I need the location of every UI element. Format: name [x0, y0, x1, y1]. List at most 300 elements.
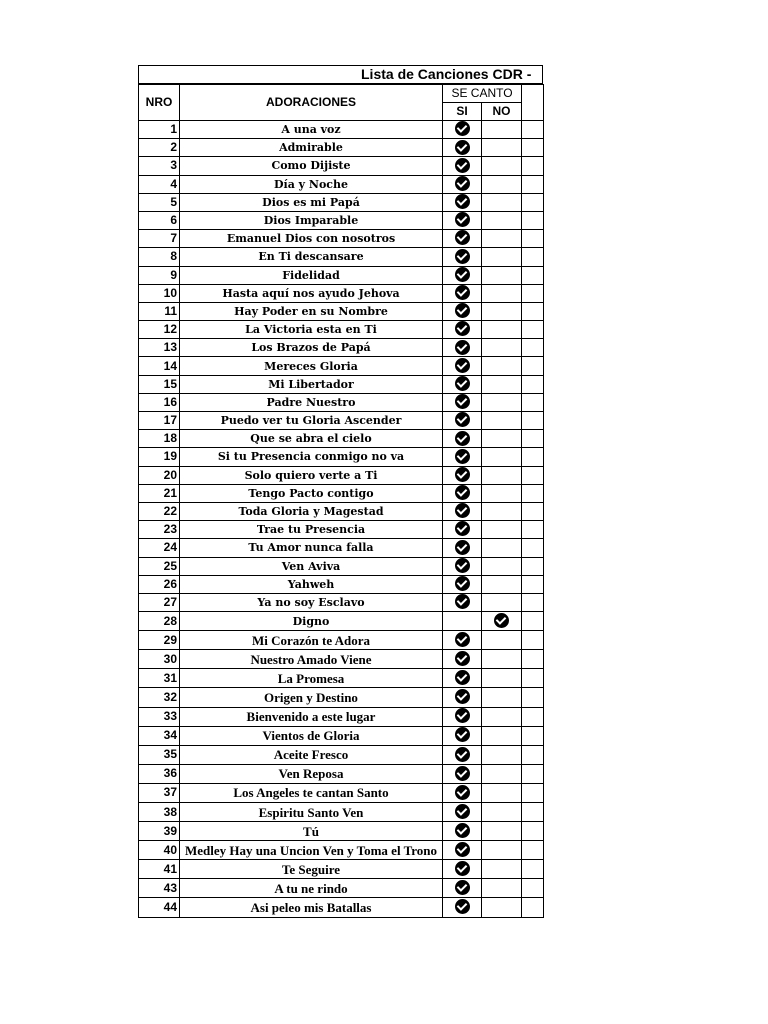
- table-row: [139, 879, 544, 898]
- row-number[interactable]: 2: [139, 139, 180, 157]
- song-name[interactable]: Emanuel Dios con nosotros: [180, 230, 443, 248]
- extra-cell[interactable]: [522, 448, 544, 466]
- si-cell[interactable]: [443, 193, 482, 211]
- row-number[interactable]: 10: [139, 284, 180, 302]
- si-cell[interactable]: [443, 726, 482, 745]
- no-cell[interactable]: [482, 211, 522, 229]
- check-circle-icon: [455, 321, 470, 336]
- table-row: [139, 321, 544, 339]
- extra-cell[interactable]: [522, 631, 544, 650]
- check-circle-icon: [455, 449, 470, 464]
- extra-cell[interactable]: [522, 230, 544, 248]
- check-circle-icon: [455, 394, 470, 409]
- no-cell[interactable]: [482, 339, 522, 357]
- si-cell[interactable]: [443, 412, 482, 430]
- no-cell[interactable]: [482, 230, 522, 248]
- table-row: [139, 669, 544, 688]
- song-name[interactable]: Asi peleo mis Batallas: [180, 898, 443, 917]
- extra-cell[interactable]: [522, 557, 544, 575]
- header-si[interactable]: SI: [443, 103, 482, 121]
- no-cell[interactable]: [482, 898, 522, 917]
- row-number[interactable]: 23: [139, 521, 180, 539]
- extra-cell[interactable]: [522, 650, 544, 669]
- no-cell[interactable]: [482, 175, 522, 193]
- check-circle-icon: [455, 412, 470, 427]
- song-name[interactable]: Ven Reposa: [180, 764, 443, 783]
- table-row: [139, 502, 544, 520]
- song-name[interactable]: Hay Poder en su Nombre: [180, 302, 443, 320]
- check-circle-icon: [455, 747, 470, 762]
- no-cell[interactable]: [482, 284, 522, 302]
- si-cell[interactable]: [443, 669, 482, 688]
- extra-cell[interactable]: [522, 822, 544, 841]
- table-row: [139, 139, 544, 157]
- no-cell[interactable]: [482, 879, 522, 898]
- song-name[interactable]: Tengo Pacto contigo: [180, 484, 443, 502]
- check-circle-icon: [494, 613, 509, 628]
- song-name[interactable]: Tu Amor nunca falla: [180, 539, 443, 557]
- no-cell[interactable]: [482, 248, 522, 266]
- table-row: [139, 448, 544, 466]
- extra-cell[interactable]: [522, 593, 544, 611]
- song-name[interactable]: Mi Libertador: [180, 375, 443, 393]
- extra-cell[interactable]: [522, 139, 544, 157]
- row-number[interactable]: 21: [139, 484, 180, 502]
- song-name[interactable]: A tu ne rindo: [180, 879, 443, 898]
- si-cell[interactable]: [443, 339, 482, 357]
- extra-cell[interactable]: [522, 783, 544, 802]
- table-row: [139, 898, 544, 917]
- no-cell[interactable]: [482, 688, 522, 707]
- no-cell[interactable]: [482, 745, 522, 764]
- no-cell[interactable]: [482, 593, 522, 611]
- row-number[interactable]: 20: [139, 466, 180, 484]
- si-cell[interactable]: [443, 783, 482, 802]
- table-row: [139, 230, 544, 248]
- si-cell[interactable]: [443, 157, 482, 175]
- song-name[interactable]: Toda Gloria y Magestad: [180, 502, 443, 520]
- no-cell[interactable]: [482, 669, 522, 688]
- row-number[interactable]: 11: [139, 302, 180, 320]
- table-row: [139, 557, 544, 575]
- si-cell[interactable]: [443, 631, 482, 650]
- table-row: [139, 726, 544, 745]
- extra-cell[interactable]: [522, 745, 544, 764]
- song-name[interactable]: Admirable: [180, 139, 443, 157]
- row-number[interactable]: 27: [139, 593, 180, 611]
- no-cell[interactable]: [482, 375, 522, 393]
- extra-cell[interactable]: [522, 302, 544, 320]
- check-circle-icon: [455, 594, 470, 609]
- song-name[interactable]: Como Dijiste: [180, 157, 443, 175]
- row-number[interactable]: 28: [139, 612, 180, 631]
- si-cell[interactable]: [443, 430, 482, 448]
- no-cell[interactable]: [482, 822, 522, 841]
- table-row: [139, 393, 544, 411]
- si-cell[interactable]: [443, 375, 482, 393]
- si-cell[interactable]: [443, 357, 482, 375]
- no-cell[interactable]: [482, 393, 522, 411]
- extra-cell[interactable]: [522, 157, 544, 175]
- no-cell[interactable]: [482, 466, 522, 484]
- table-row: [139, 707, 544, 726]
- check-circle-icon: [455, 121, 470, 136]
- song-rows: [139, 121, 544, 918]
- header-se-canto[interactable]: SE CANTO: [443, 85, 522, 103]
- check-circle-icon: [455, 431, 470, 446]
- table-row: [139, 175, 544, 193]
- table-row: [139, 157, 544, 175]
- si-cell[interactable]: [443, 860, 482, 879]
- table-row: [139, 860, 544, 879]
- row-number[interactable]: 32: [139, 688, 180, 707]
- row-number[interactable]: 35: [139, 745, 180, 764]
- no-cell[interactable]: [482, 557, 522, 575]
- song-name[interactable]: Solo quiero verte a Ti: [180, 466, 443, 484]
- extra-cell[interactable]: [522, 726, 544, 745]
- no-cell[interactable]: [482, 484, 522, 502]
- song-name[interactable]: Yahweh: [180, 575, 443, 593]
- header-nro[interactable]: NRO: [139, 85, 180, 121]
- table-row: [139, 593, 544, 611]
- song-name[interactable]: Los Angeles te cantan Santo: [180, 783, 443, 802]
- check-circle-icon: [455, 727, 470, 742]
- check-circle-icon: [455, 842, 470, 857]
- row-number[interactable]: 37: [139, 783, 180, 802]
- si-cell[interactable]: [443, 688, 482, 707]
- si-cell[interactable]: [443, 502, 482, 520]
- si-cell[interactable]: [443, 175, 482, 193]
- no-cell[interactable]: [482, 631, 522, 650]
- extra-cell[interactable]: [522, 284, 544, 302]
- song-name[interactable]: La Promesa: [180, 669, 443, 688]
- song-name[interactable]: Ya no soy Esclavo: [180, 593, 443, 611]
- extra-cell[interactable]: [522, 841, 544, 860]
- si-cell[interactable]: [443, 484, 482, 502]
- check-circle-icon: [455, 689, 470, 704]
- si-cell[interactable]: [443, 266, 482, 284]
- table-row: [139, 193, 544, 211]
- table-row: [139, 612, 544, 631]
- table-row: [139, 575, 544, 593]
- sheet-title: Lista de Canciones CDR -: [361, 66, 532, 82]
- song-name[interactable]: Ven Aviva: [180, 557, 443, 575]
- check-circle-icon: [455, 899, 470, 914]
- row-number[interactable]: 12: [139, 321, 180, 339]
- si-cell[interactable]: [443, 393, 482, 411]
- check-circle-icon: [455, 766, 470, 781]
- song-name[interactable]: Vientos de Gloria: [180, 726, 443, 745]
- header-extra-cell[interactable]: [522, 85, 544, 121]
- extra-cell[interactable]: [522, 669, 544, 688]
- row-number[interactable]: 39: [139, 822, 180, 841]
- row-number[interactable]: 14: [139, 357, 180, 375]
- extra-cell[interactable]: [522, 393, 544, 411]
- row-number[interactable]: 22: [139, 502, 180, 520]
- check-circle-icon: [455, 540, 470, 555]
- check-circle-icon: [455, 861, 470, 876]
- no-cell[interactable]: [482, 357, 522, 375]
- si-cell[interactable]: [443, 539, 482, 557]
- check-circle-icon: [455, 785, 470, 800]
- song-name[interactable]: En Ti descansare: [180, 248, 443, 266]
- no-cell[interactable]: [482, 575, 522, 593]
- song-name[interactable]: Mi Corazón te Adora: [180, 631, 443, 650]
- si-cell[interactable]: [443, 121, 482, 139]
- row-number[interactable]: 18: [139, 430, 180, 448]
- no-cell[interactable]: [482, 321, 522, 339]
- si-cell[interactable]: [443, 764, 482, 783]
- song-name[interactable]: Si tu Presencia conmigo no va: [180, 448, 443, 466]
- si-cell[interactable]: [443, 284, 482, 302]
- check-circle-icon: [455, 651, 470, 666]
- check-circle-icon: [455, 880, 470, 895]
- table-row: [139, 412, 544, 430]
- si-cell[interactable]: [443, 321, 482, 339]
- extra-cell[interactable]: [522, 248, 544, 266]
- check-circle-icon: [455, 521, 470, 536]
- si-cell[interactable]: [443, 822, 482, 841]
- si-cell[interactable]: [443, 593, 482, 611]
- extra-cell[interactable]: [522, 803, 544, 822]
- check-circle-icon: [455, 158, 470, 173]
- check-circle-icon: [455, 708, 470, 723]
- row-number[interactable]: 31: [139, 669, 180, 688]
- row-number[interactable]: 24: [139, 539, 180, 557]
- extra-cell[interactable]: [522, 430, 544, 448]
- song-name[interactable]: Origen y Destino: [180, 688, 443, 707]
- song-name[interactable]: Tú: [180, 822, 443, 841]
- row-number[interactable]: 25: [139, 557, 180, 575]
- row-number[interactable]: 3: [139, 157, 180, 175]
- row-number[interactable]: 15: [139, 375, 180, 393]
- si-cell[interactable]: [443, 612, 482, 631]
- si-cell[interactable]: [443, 521, 482, 539]
- si-cell[interactable]: [443, 466, 482, 484]
- si-cell[interactable]: [443, 650, 482, 669]
- extra-cell[interactable]: [522, 898, 544, 917]
- no-cell[interactable]: [482, 803, 522, 822]
- song-name[interactable]: Puedo ver tu Gloria Ascender: [180, 412, 443, 430]
- extra-cell[interactable]: [522, 339, 544, 357]
- table-row: [139, 430, 544, 448]
- song-name[interactable]: Hasta aquí nos ayudo Jehova: [180, 284, 443, 302]
- song-name[interactable]: Trae tu Presencia: [180, 521, 443, 539]
- extra-cell[interactable]: [522, 375, 544, 393]
- check-circle-icon: [455, 303, 470, 318]
- check-circle-icon: [455, 670, 470, 685]
- table-row: [139, 764, 544, 783]
- no-cell[interactable]: [482, 430, 522, 448]
- check-circle-icon: [455, 140, 470, 155]
- check-circle-icon: [455, 376, 470, 391]
- no-cell[interactable]: [482, 612, 522, 631]
- song-name[interactable]: Aceite Fresco: [180, 745, 443, 764]
- song-name[interactable]: Te Seguire: [180, 860, 443, 879]
- no-cell[interactable]: [482, 650, 522, 669]
- title-cell[interactable]: [138, 65, 543, 84]
- row-number[interactable]: 36: [139, 764, 180, 783]
- si-cell[interactable]: [443, 707, 482, 726]
- song-name[interactable]: La Victoria esta en Ti: [180, 321, 443, 339]
- row-number[interactable]: 1: [139, 121, 180, 139]
- row-number[interactable]: 13: [139, 339, 180, 357]
- si-cell[interactable]: [443, 248, 482, 266]
- extra-cell[interactable]: [522, 466, 544, 484]
- table-row: [139, 121, 544, 139]
- si-cell[interactable]: [443, 898, 482, 917]
- table-row: [139, 248, 544, 266]
- extra-cell[interactable]: [522, 707, 544, 726]
- no-cell[interactable]: [482, 783, 522, 802]
- extra-cell[interactable]: [522, 688, 544, 707]
- table-row: [139, 266, 544, 284]
- row-number[interactable]: 9: [139, 266, 180, 284]
- no-cell[interactable]: [482, 707, 522, 726]
- row-number[interactable]: 8: [139, 248, 180, 266]
- check-circle-icon: [455, 267, 470, 282]
- no-cell[interactable]: [482, 539, 522, 557]
- row-number[interactable]: 5: [139, 193, 180, 211]
- check-circle-icon: [455, 176, 470, 191]
- si-cell[interactable]: [443, 879, 482, 898]
- extra-cell[interactable]: [522, 266, 544, 284]
- extra-cell[interactable]: [522, 521, 544, 539]
- table-row: [139, 822, 544, 841]
- table-row: [139, 688, 544, 707]
- song-name[interactable]: Mereces Gloria: [180, 357, 443, 375]
- extra-cell[interactable]: [522, 121, 544, 139]
- row-number[interactable]: 33: [139, 707, 180, 726]
- check-circle-icon: [455, 194, 470, 209]
- no-cell[interactable]: [482, 726, 522, 745]
- si-cell[interactable]: [443, 139, 482, 157]
- extra-cell[interactable]: [522, 612, 544, 631]
- header-adoraciones[interactable]: ADORACIONES: [180, 85, 443, 121]
- row-number[interactable]: 4: [139, 175, 180, 193]
- check-circle-icon: [455, 558, 470, 573]
- row-number[interactable]: 29: [139, 631, 180, 650]
- table-row: [139, 521, 544, 539]
- extra-cell[interactable]: [522, 764, 544, 783]
- song-name[interactable]: Día y Noche: [180, 175, 443, 193]
- row-number[interactable]: 34: [139, 726, 180, 745]
- row-number[interactable]: 41: [139, 860, 180, 879]
- song-name[interactable]: Fidelidad: [180, 266, 443, 284]
- row-number[interactable]: 26: [139, 575, 180, 593]
- table-row: [139, 357, 544, 375]
- extra-cell[interactable]: [522, 575, 544, 593]
- si-cell[interactable]: [443, 557, 482, 575]
- extra-cell[interactable]: [522, 860, 544, 879]
- check-circle-icon: [455, 576, 470, 591]
- row-number[interactable]: 30: [139, 650, 180, 669]
- song-name[interactable]: Que se abra el cielo: [180, 430, 443, 448]
- header-no[interactable]: NO: [482, 103, 522, 121]
- row-number[interactable]: 7: [139, 230, 180, 248]
- extra-cell[interactable]: [522, 211, 544, 229]
- no-cell[interactable]: [482, 521, 522, 539]
- no-cell[interactable]: [482, 502, 522, 520]
- row-number[interactable]: 38: [139, 803, 180, 822]
- song-name[interactable]: A una voz: [180, 121, 443, 139]
- si-cell[interactable]: [443, 841, 482, 860]
- song-name[interactable]: Espiritu Santo Ven: [180, 803, 443, 822]
- row-number[interactable]: 16: [139, 393, 180, 411]
- check-circle-icon: [455, 212, 470, 227]
- no-cell[interactable]: [482, 448, 522, 466]
- table-row: [139, 302, 544, 320]
- row-number[interactable]: 6: [139, 211, 180, 229]
- no-cell[interactable]: [482, 266, 522, 284]
- check-circle-icon: [455, 358, 470, 373]
- song-name[interactable]: Los Brazos de Papá: [180, 339, 443, 357]
- row-number[interactable]: 43: [139, 879, 180, 898]
- extra-cell[interactable]: [522, 539, 544, 557]
- si-cell[interactable]: [443, 448, 482, 466]
- row-number[interactable]: 17: [139, 412, 180, 430]
- check-circle-icon: [455, 285, 470, 300]
- extra-cell[interactable]: [522, 193, 544, 211]
- song-name[interactable]: Padre Nuestro: [180, 393, 443, 411]
- extra-cell[interactable]: [522, 879, 544, 898]
- no-cell[interactable]: [482, 841, 522, 860]
- no-cell[interactable]: [482, 157, 522, 175]
- song-name[interactable]: Medley Hay una Uncion Ven y Toma el Trono: [180, 841, 443, 860]
- row-number[interactable]: 40: [139, 841, 180, 860]
- check-circle-icon: [455, 485, 470, 500]
- row-number[interactable]: 19: [139, 448, 180, 466]
- song-name[interactable]: Nuestro Amado Viene: [180, 650, 443, 669]
- no-cell[interactable]: [482, 860, 522, 879]
- check-circle-icon: [455, 823, 470, 838]
- table-row: [139, 841, 544, 860]
- table-row: [139, 631, 544, 650]
- si-cell[interactable]: [443, 803, 482, 822]
- extra-cell[interactable]: [522, 412, 544, 430]
- extra-cell[interactable]: [522, 175, 544, 193]
- table-row: [139, 745, 544, 764]
- song-name[interactable]: Dios es mi Papá: [180, 193, 443, 211]
- table-row: [139, 783, 544, 802]
- no-cell[interactable]: [482, 193, 522, 211]
- check-circle-icon: [455, 632, 470, 647]
- check-circle-icon: [455, 804, 470, 819]
- extra-cell[interactable]: [522, 321, 544, 339]
- song-name[interactable]: Bienvenido a este lugar: [180, 707, 443, 726]
- si-cell[interactable]: [443, 745, 482, 764]
- row-number[interactable]: 44: [139, 898, 180, 917]
- si-cell[interactable]: [443, 211, 482, 229]
- no-cell[interactable]: [482, 412, 522, 430]
- table-row: [139, 484, 544, 502]
- table-row: [139, 339, 544, 357]
- song-name[interactable]: Digno: [180, 612, 443, 631]
- no-cell[interactable]: [482, 121, 522, 139]
- table-row: [139, 284, 544, 302]
- no-cell[interactable]: [482, 302, 522, 320]
- si-cell[interactable]: [443, 575, 482, 593]
- extra-cell[interactable]: [522, 502, 544, 520]
- si-cell[interactable]: [443, 302, 482, 320]
- si-cell[interactable]: [443, 230, 482, 248]
- song-name[interactable]: Dios Imparable: [180, 211, 443, 229]
- extra-cell[interactable]: [522, 484, 544, 502]
- check-circle-icon: [455, 230, 470, 245]
- no-cell[interactable]: [482, 764, 522, 783]
- no-cell[interactable]: [482, 139, 522, 157]
- extra-cell[interactable]: [522, 357, 544, 375]
